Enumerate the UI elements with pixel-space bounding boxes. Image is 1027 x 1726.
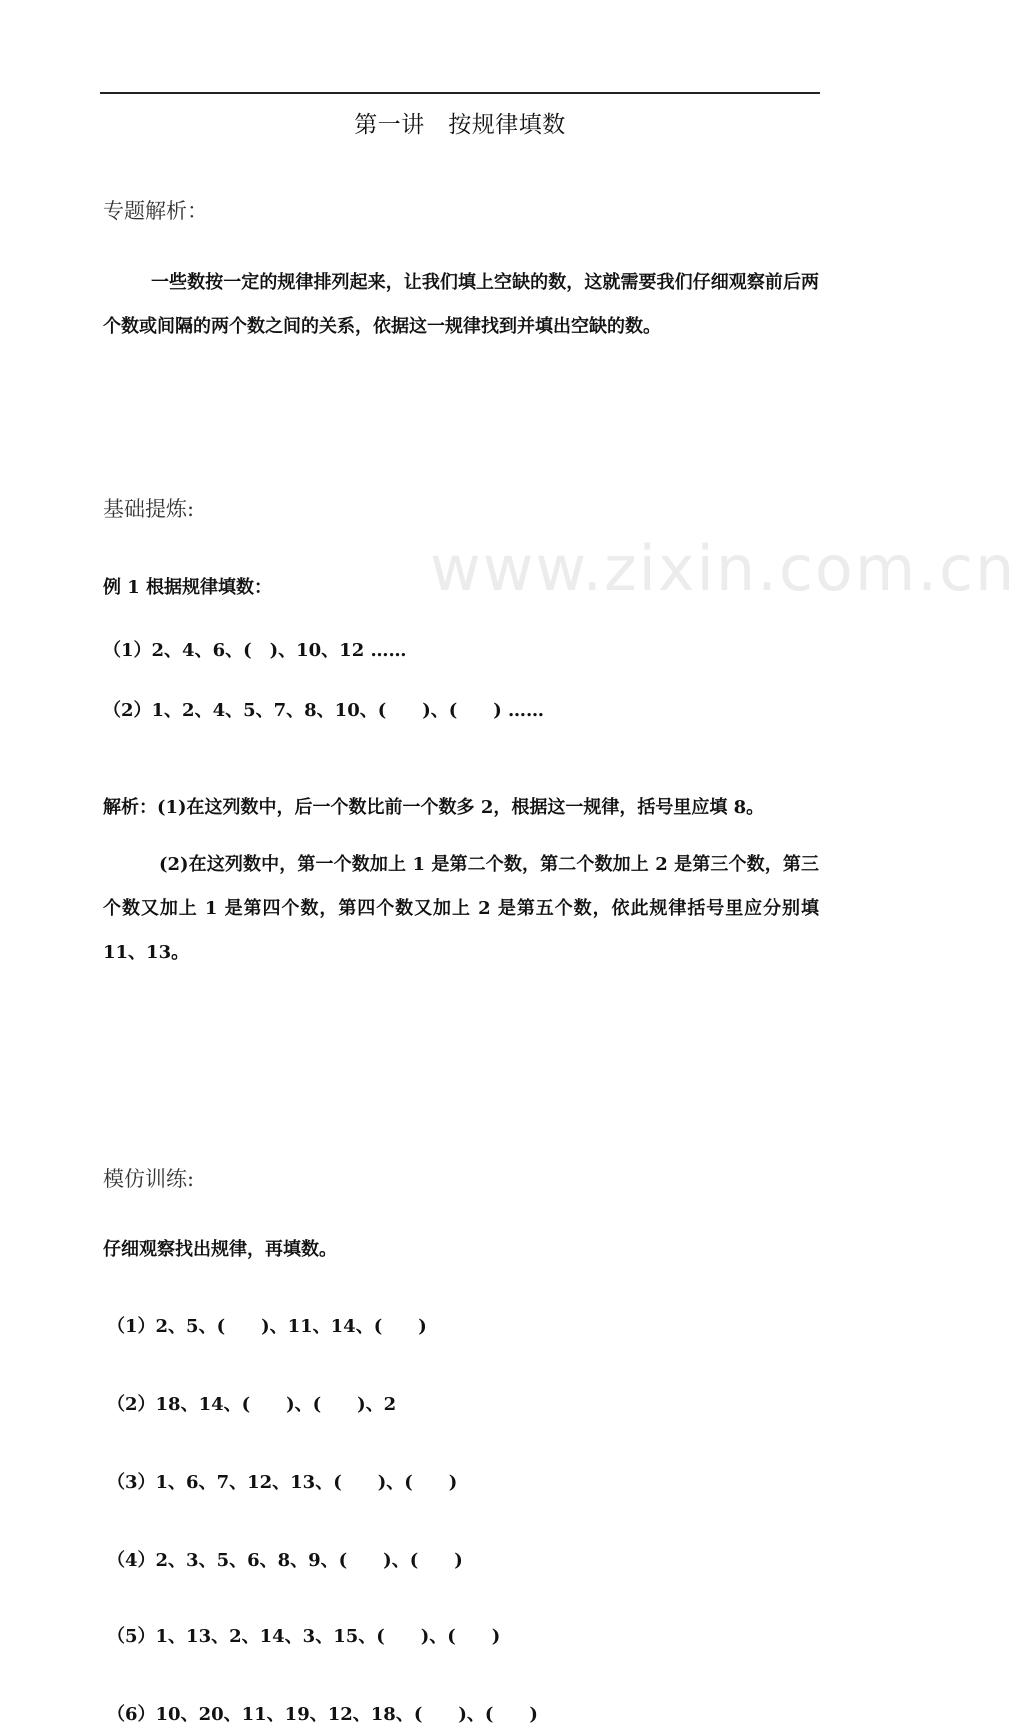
example-item: （2）1、2、4、5、7、8、10、( )、( ) …… (103, 700, 545, 721)
section-heading-analysis: 专题解析： (103, 199, 208, 223)
practice-item: （3）1、6、7、12、13、( )、( ) (107, 1472, 458, 1493)
section-heading-basics: 基础提炼: (103, 497, 195, 521)
page-title: 第一讲 按规律填数 (354, 112, 566, 138)
solution-line-1: 解析：(1)在这列数中，后一个数比前一个数多 2，根据这一规律，括号里应填 8。 (103, 797, 765, 818)
practice-item: （6）10、20、11、19、12、18、( )、( ) (107, 1704, 538, 1725)
header-rule (100, 92, 820, 94)
practice-item: （1）2、5、( )、11、14、( ) (107, 1316, 427, 1337)
example-title: 例 1 根据规律填数： (103, 577, 273, 598)
practice-item: （5）1、13、2、14、3、15、( )、( ) (107, 1626, 501, 1647)
analysis-paragraph: 一些数按一定的规律排列起来，让我们填上空缺的数，这就需要我们仔细观察前后两个数或间隔的两个数之间的关系，依据这一规律找到并填出空缺的数。 (103, 272, 819, 337)
section-heading-practice: 模仿训练: (103, 1167, 195, 1191)
practice-instruction: 仔细观察找出规律，再填数。 (103, 1239, 337, 1260)
watermark-text: www.zixin.com.cn (430, 532, 1017, 605)
example-item: （1）2、4、6、( )、10、12 …… (103, 640, 407, 661)
practice-item: （2）18、14、( )、( )、2 (107, 1394, 397, 1415)
practice-item: （4）2、3、5、6、8、9、( )、( ) (107, 1550, 463, 1571)
solution-paragraph-2: (2)在这列数中，第一个数加上 1 是第二个数，第二个数加上 2 是第三个数，第三个数又加上 1 是第四个数，第四个数又加上 2 是第五个数，依此规律括号里应分别填 11、13。 (103, 854, 819, 963)
